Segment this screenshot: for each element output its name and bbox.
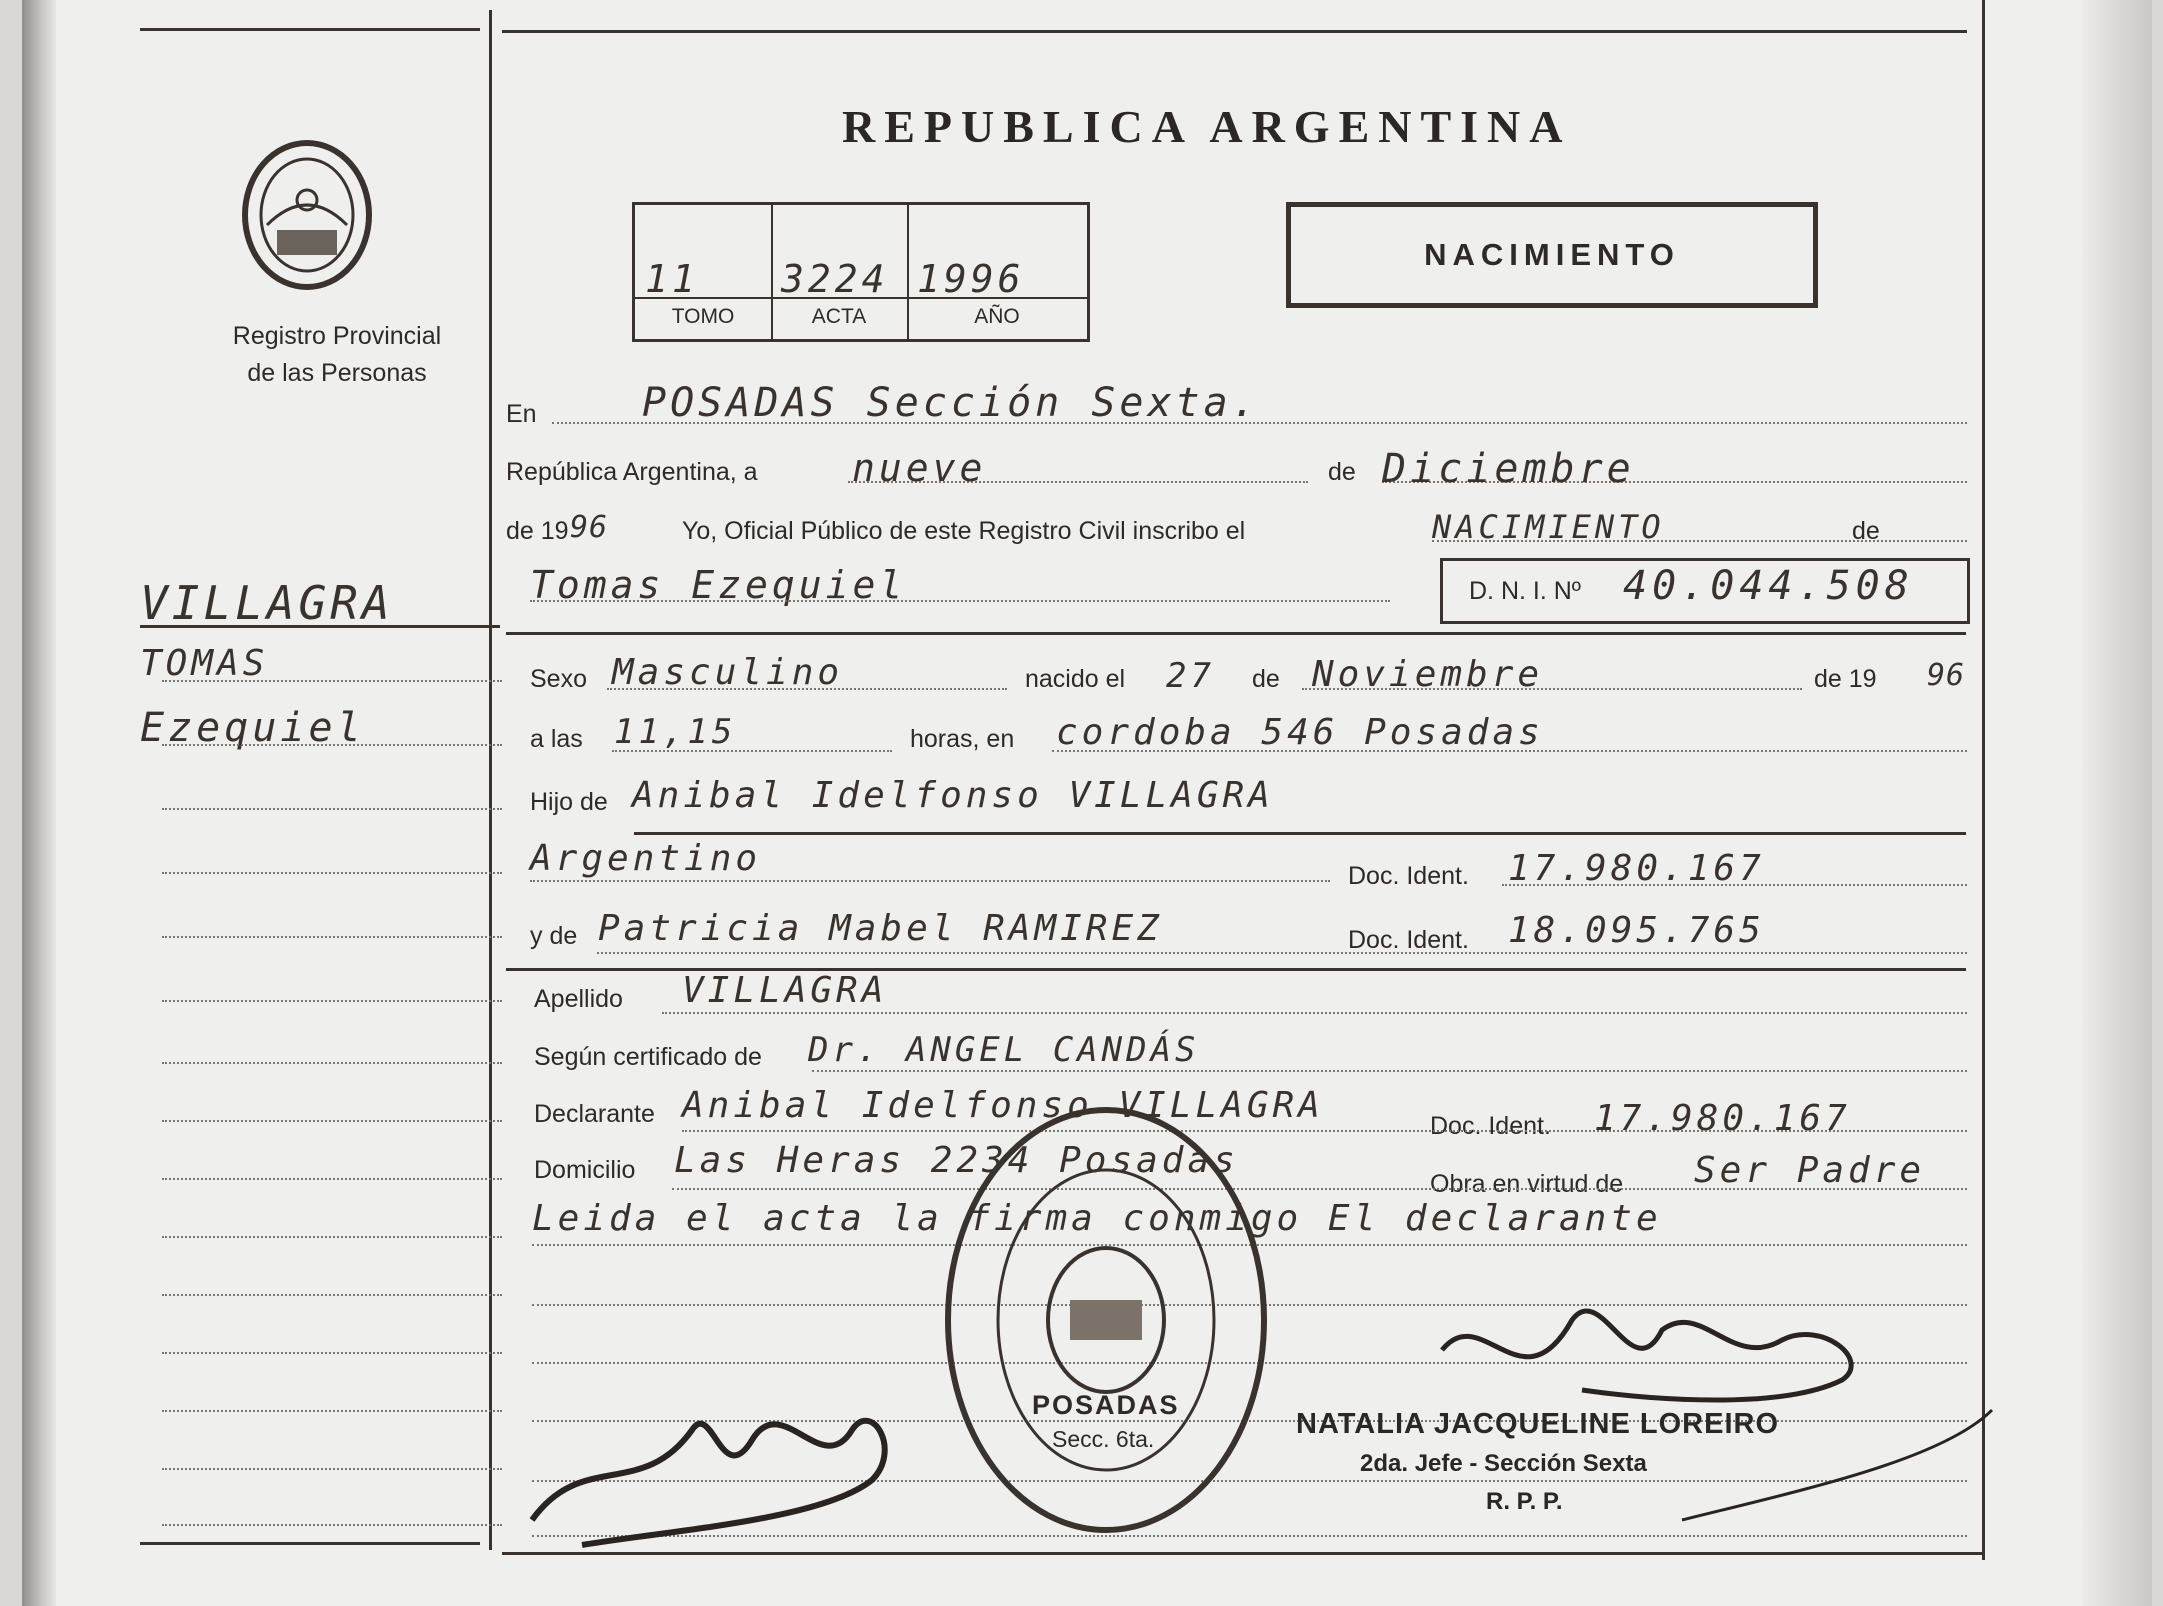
time-value: 11,15 (614, 712, 737, 752)
place-value: POSADAS Sección Sexta. (642, 380, 1260, 426)
address-label: Domicilio (534, 1156, 636, 1184)
officer-statement: Yo, Oficial Público de este Registro Civil inscribo el (682, 517, 1246, 545)
acta-value: 3224 (781, 257, 889, 301)
de-label-1: de (1328, 458, 1356, 486)
record-type-box (1286, 202, 1818, 308)
father-doc-value: 17.980.167 (1508, 848, 1765, 889)
birth-certificate-page (22, 0, 2152, 1606)
given-names-value: Tomas Ezequiel (530, 563, 907, 607)
event-value: NACIMIENTO (1432, 508, 1665, 546)
birth-year-suffix: 96 (1927, 658, 1966, 693)
de-label-3: de (1252, 665, 1280, 693)
and-of-label: y de (530, 922, 578, 950)
closing-statement: Leida el acta la firma conmigo El declarante (532, 1198, 1662, 1239)
mother-name-value: Patricia Mabel RAMIREZ (598, 908, 1163, 949)
de-label-2: de (1852, 517, 1880, 545)
birthplace-value: cordoba 546 Posadas (1056, 712, 1544, 753)
page-right-shadow (2082, 0, 2152, 1606)
doc-ident-label-2: Doc. Ident. (1348, 926, 1469, 954)
certificate-value: Dr. ANGEL CANDÁS (808, 1030, 1200, 1070)
margin-surname: VILLAGRA (140, 576, 394, 630)
year-suffix: 96 (570, 510, 609, 545)
acting-label: Obra en virtud de (1430, 1170, 1624, 1198)
father-nationality-value: Argentino (530, 838, 762, 879)
registry-name: Registro Provincial de las Personas (232, 322, 442, 387)
birth-month-value: Noviembre (1312, 654, 1544, 695)
province-emblem-icon (232, 130, 382, 300)
record-number-box (632, 202, 1090, 342)
hours-in-label: horas, en (910, 725, 1015, 753)
mother-doc-value: 18.095.765 (1508, 910, 1765, 951)
tomo-value: 11 (645, 257, 699, 301)
doc-ident-label-1: Doc. Ident. (1348, 862, 1469, 890)
surname-label: Apellido (534, 985, 623, 1013)
declarant-doc-value: 17.980.167 (1594, 1098, 1851, 1139)
ano-label: AÑO (974, 305, 1020, 328)
month-value: Diciembre (1382, 446, 1635, 492)
en-label: En (506, 400, 537, 428)
certificate-label: Según certificado de (534, 1043, 762, 1071)
officer-office: R. P. P. (1486, 1488, 1563, 1515)
dni-label: D. N. I. Nº (1469, 577, 1581, 605)
sex-label: Sexo (530, 665, 587, 693)
record-type: NACIMIENTO (1424, 237, 1680, 272)
page-edge-shadow (22, 0, 56, 1606)
margin-given-name-2: Ezequiel (140, 705, 365, 751)
margin-given-name-1: TOMAS (140, 643, 269, 684)
tomo-label: TOMO (671, 305, 735, 328)
declarant-value: Anibal Idelfonso VILLAGRA (682, 1085, 1324, 1126)
at-label: a las (530, 725, 583, 753)
birth-year-label: de 19 (1814, 665, 1877, 693)
country-title: REPUBLICA ARGENTINA (842, 101, 1572, 152)
address-value: Las Heras 2234 Posadas (674, 1140, 1239, 1181)
dni-value: 40.044.508 (1623, 563, 1914, 609)
surname-value: VILLAGRA (682, 970, 888, 1011)
son-of-label: Hijo de (530, 788, 608, 816)
officer-name: NATALIA JACQUELINE LOREIRO (1296, 1408, 1780, 1440)
day-value: nueve (852, 446, 987, 490)
country-date-label: República Argentina, a (506, 458, 758, 486)
birth-day-value: 27 (1166, 656, 1215, 696)
ano-value: 1996 (917, 257, 1025, 301)
declarant-label: Declarante (534, 1100, 655, 1128)
doc-ident-label-3: Doc. Ident. (1430, 1112, 1551, 1140)
officer-title: 2da. Jefe - Sección Sexta (1360, 1450, 1647, 1477)
sex-value: Masculino (612, 652, 844, 693)
seal-city: POSADAS (1032, 1390, 1180, 1420)
year-prefix: de 19 (506, 517, 569, 545)
father-name-value: Anibal Idelfonso VILLAGRA (632, 775, 1274, 816)
dni-box (1440, 558, 1970, 624)
official-seal-icon (940, 1100, 1272, 1540)
seal-section: Secc. 6ta. (1052, 1426, 1155, 1452)
acta-label: ACTA (811, 305, 867, 328)
declarant-signature-icon (522, 1370, 922, 1570)
acting-value: Ser Padre (1694, 1150, 1926, 1191)
born-label: nacido el (1025, 665, 1126, 693)
